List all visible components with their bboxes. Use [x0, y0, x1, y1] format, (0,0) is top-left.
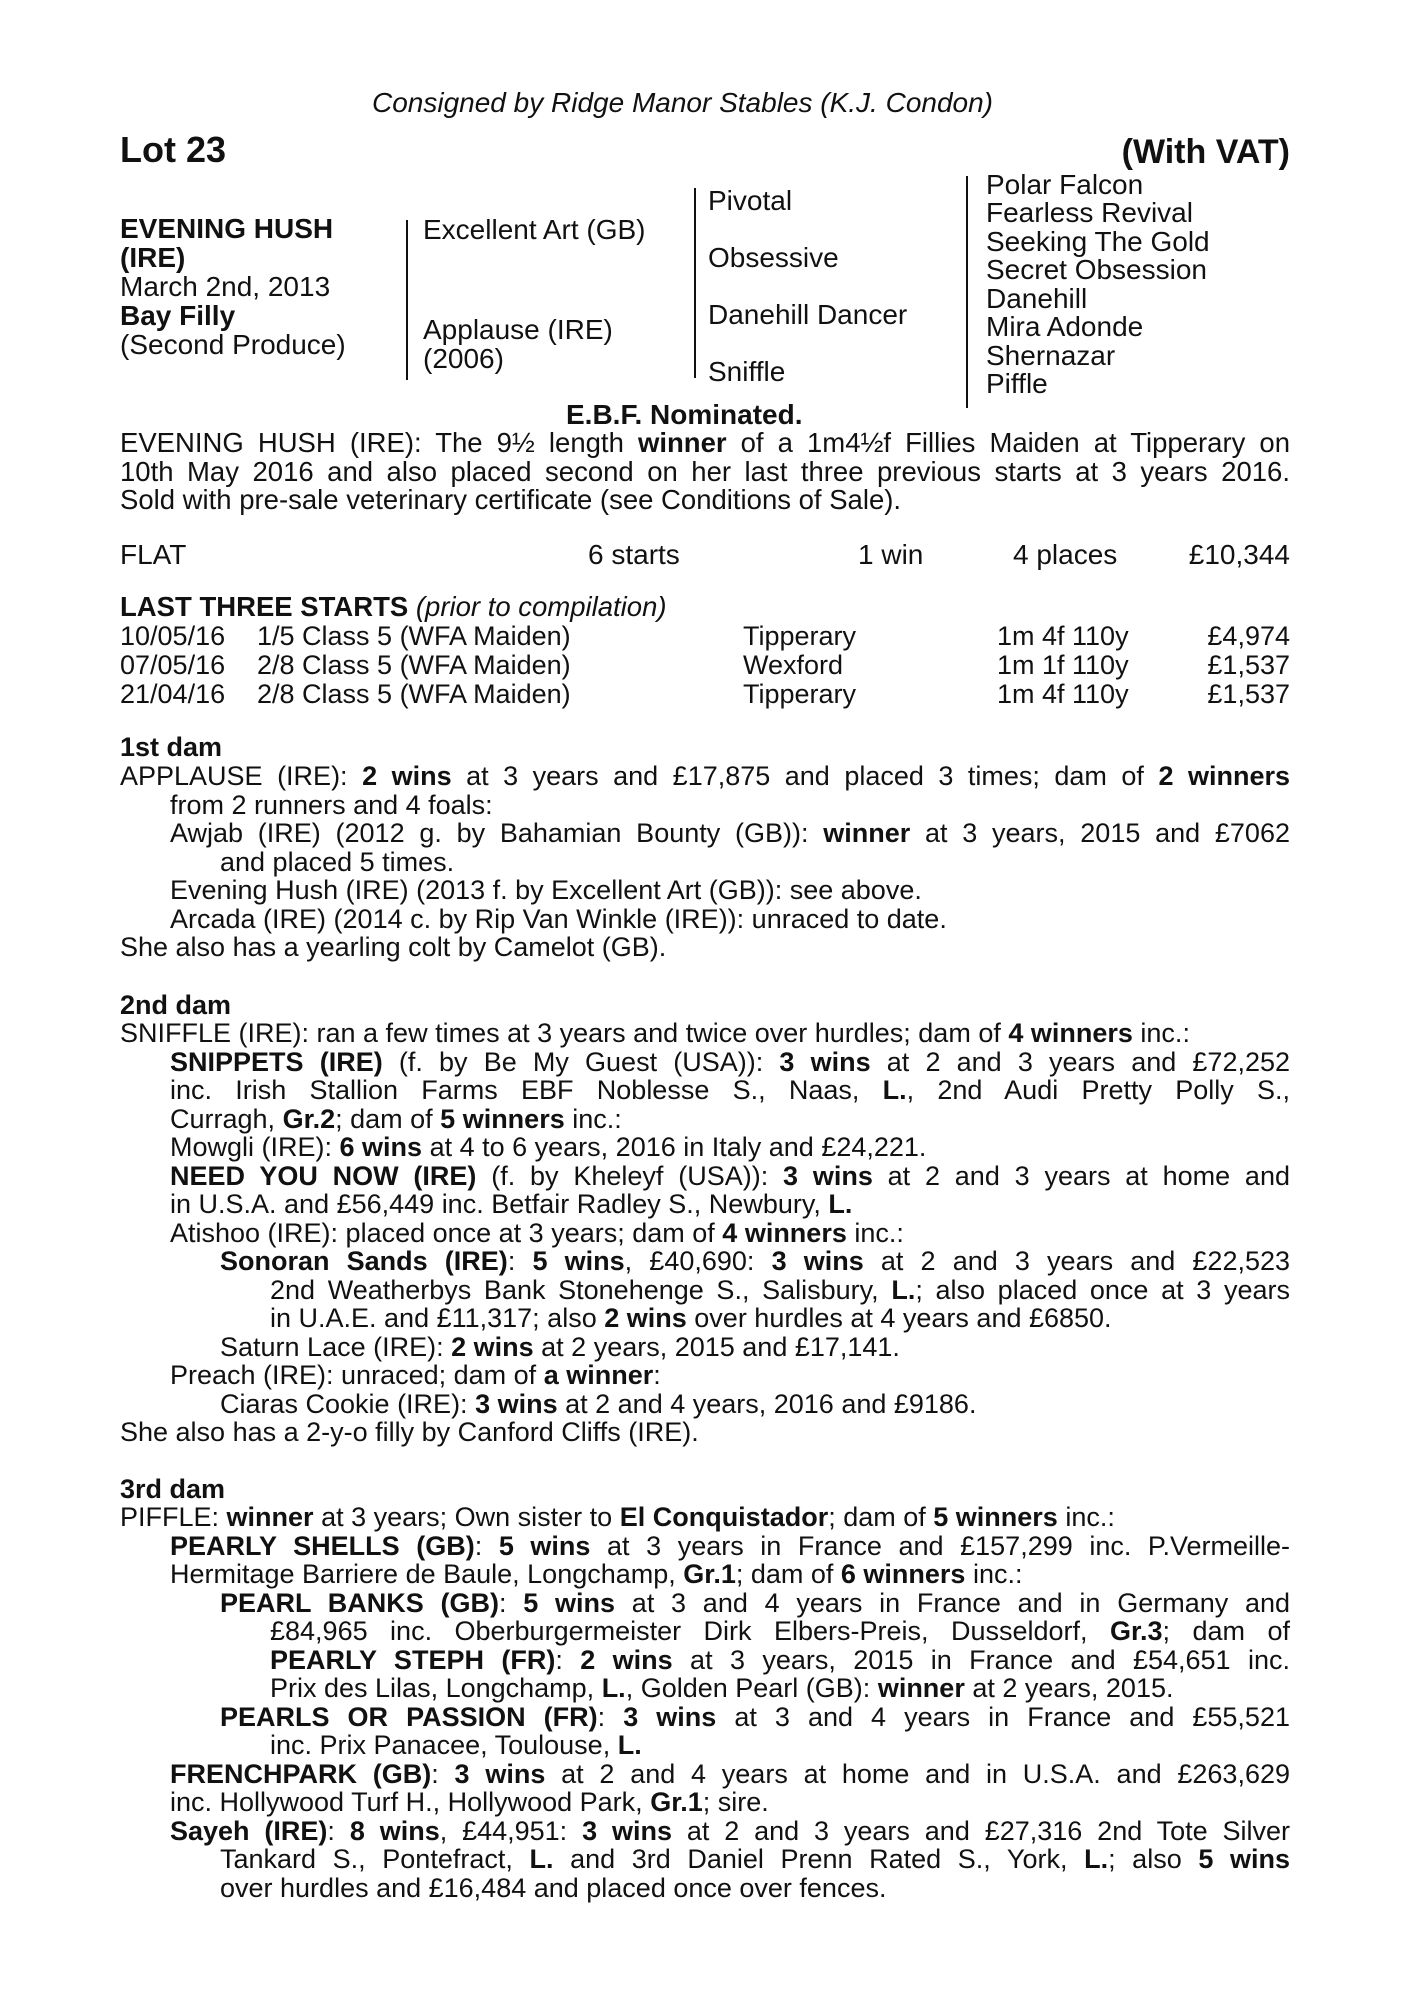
- start-prize: £1,537: [1207, 679, 1290, 709]
- pedigree-gen3-5: Danehill: [986, 283, 1088, 314]
- start-prize: £4,974: [1207, 621, 1290, 651]
- start-prize: £1,537: [1207, 650, 1290, 680]
- pedigree-gen3-2: Fearless Revival: [986, 197, 1193, 228]
- lot-number: Lot 23: [120, 129, 227, 170]
- start-course: Tipperary: [743, 679, 857, 709]
- last-starts-heading: LAST THREE STARTS (prior to compilation): [120, 591, 667, 622]
- horse-name-suffix: (IRE): [120, 242, 186, 273]
- second-dam-section: SNIFFLE (IRE): ran a few times at 3 years and twice over hurdles; dam of 4 winners inc.: SNIPPETS (IRE) (f. by Be My Guest (USA)): 3 wins at 2 and 3 years and £72,252 inc. Irish Stallion Farms EBF Noblesse S., Naas, L., 2nd Audi Pretty Polly S., Curragh, Gr.2; dam of 5 winners inc.: Mowgli (IRE): 6 wins at 4 to 6 years, 2016 in Italy and £24,221. NEED YOU NOW (IRE) (f. by Kheleyf (USA)): 3 wins at 2 and 3 years at home and in U.S.A. and £56,449 inc. Betfair Radley S., Newbury, L. Atishoo (IRE): placed once at 3 years; dam of 4 winners inc.: Sonoran Sands (IRE): 5 wins, £40,690: 3 wins at 2 and 3 years and £22,523 2nd Weatherbys Bank Stonehenge S., Salisbury, L.; also placed once at 3 years in U.A.E. and £11,317; also 2 wins over hurdles at 4 years and £6850. Saturn Lace (IRE): 2 wins at 2 years, 2015 and £17,141. Preach (IRE): unraced; dam of a winner: Ciaras Cookie (IRE): 3 wins at 2 and 4 years, 2016 and £9186. She also has a 2-y-o filly by Canford Cliffs (IRE).: [120, 1018, 1291, 1447]
- summary-paragraph: EVENING HUSH (IRE): The 9½ length winner of a 1m4½f Fillies Maiden at Tipperary on 10th May 2016 and also placed second on her last three previous starts at 3 years 2016. Sold with pre-sale veterinary certificate (see Conditions of Sale).: [120, 427, 1291, 515]
- first-dam-heading: 1st dam: [120, 732, 223, 762]
- record-earnings: £10,344: [1188, 539, 1290, 570]
- start-race: 2/8 Class 5 (WFA Maiden): [257, 650, 571, 680]
- pedigree-gen2-1: Pivotal: [708, 185, 793, 216]
- horse-produce: (Second Produce): [120, 329, 346, 360]
- start-date: 21/04/16: [120, 679, 226, 709]
- horse-dob: March 2nd, 2013: [120, 271, 331, 302]
- start-course: Tipperary: [743, 621, 857, 651]
- pedigree-gen3-8: Piffle: [986, 368, 1048, 399]
- pedigree-gen3-7: Shernazar: [986, 340, 1116, 371]
- start-race: 1/5 Class 5 (WFA Maiden): [257, 621, 571, 651]
- second-dam-heading: 2nd dam: [120, 990, 232, 1020]
- pedigree-gen3-6: Mira Adonde: [986, 311, 1144, 342]
- start-course: Wexford: [743, 650, 844, 680]
- pedigree-divider-3: [966, 176, 968, 408]
- consignor-line: Consigned by Ridge Manor Stables (K.J. Condon): [372, 87, 994, 118]
- first-dam-section: APPLAUSE (IRE): 2 wins at 3 years and £17,875 and placed 3 times; dam of 2 winners from 2 runners and 4 foals: Awjab (IRE) (2012 g. by Bahamian Bounty (GB)): winner at 3 years, 2015 and £7062 and placed 5 times. Evening Hush (IRE) (2013 f. by Excellent Art (GB)): see above. Arcada (IRE) (2014 c. by Rip Van Winkle (IRE)): unraced to date. She also has a yearling colt by Camelot (GB).: [120, 761, 1290, 962]
- third-dam-heading: 3rd dam: [120, 1474, 226, 1504]
- pedigree-divider-2: [694, 188, 696, 378]
- start-distance: 1m 4f 110y: [997, 621, 1129, 651]
- pedigree-dam-year: (2006): [423, 343, 504, 374]
- start-distance: 1m 4f 110y: [997, 679, 1129, 709]
- pedigree-gen3-3: Seeking The Gold: [986, 226, 1210, 257]
- record-starts: 6 starts: [588, 539, 680, 570]
- start-distance: 1m 1f 110y: [997, 650, 1129, 680]
- start-race: 2/8 Class 5 (WFA Maiden): [257, 679, 571, 709]
- pedigree-sire: Excellent Art (GB): [423, 214, 646, 245]
- record-wins: 1 win: [858, 539, 924, 570]
- pedigree-gen2-2: Obsessive: [708, 242, 839, 273]
- horse-sex: Bay Filly: [120, 300, 236, 331]
- pedigree-divider-1: [406, 220, 408, 380]
- start-date: 07/05/16: [120, 650, 226, 680]
- record-type: FLAT: [120, 539, 187, 570]
- third-dam-section: PIFFLE: winner at 3 years; Own sister to El Conquistador; dam of 5 winners inc.: PEARLY SHELLS (GB): 5 wins at 3 years in France and £157,299 inc. P.Vermeille- Hermitage Barriere de Baule, Longchamp, Gr.1; dam of 6 winners inc.: PEARL BANKS (GB): 5 wins at 3 and 4 years in France and in Germany and £84,965 inc. Oberburgermeister Dirk Elbers-Preis, Dusseldorf, Gr.3; dam of PEARLY STEPH (FR): 2 wins at 3 years, 2015 in France and £54,651 inc. Prix des Lilas, Longchamp, L., Golden Pearl (GB): winner at 2 years, 2015. PEARLS OR PASSION (FR): 3 wins at 3 and 4 years in France and £55,521 inc. Prix Panacee, Toulouse, L. FRENCHPARK (GB): 3 wins at 2 and 4 years at home and in U.S.A. and £263,629 inc. Hollywood Turf H., Hollywood Park, Gr.1; sire. Sayeh (IRE): 8 wins, £44,951: 3 wins at 2 and 3 years and £27,316 2nd Tote Silver Tankard S., Pontefract, L. and 3rd Daniel Prenn Rated S., York, L.; also 5 wins over hurdles and £16,484 and placed once over fences.: [120, 1502, 1291, 1903]
- pedigree-gen2-4: Sniffle: [708, 356, 786, 387]
- start-date: 10/05/16: [120, 621, 226, 651]
- record-places: 4 places: [1013, 539, 1118, 570]
- vat-status: (With VAT): [1121, 133, 1290, 171]
- pedigree-gen2-3: Danehill Dancer: [708, 299, 908, 330]
- pedigree-gen3-1: Polar Falcon: [986, 169, 1144, 200]
- pedigree-gen3-4: Secret Obsession: [986, 254, 1207, 285]
- pedigree-dam: Applause (IRE): [423, 314, 613, 345]
- ebf-nominated: E.B.F. Nominated.: [566, 399, 803, 430]
- horse-name: EVENING HUSH: [120, 213, 334, 244]
